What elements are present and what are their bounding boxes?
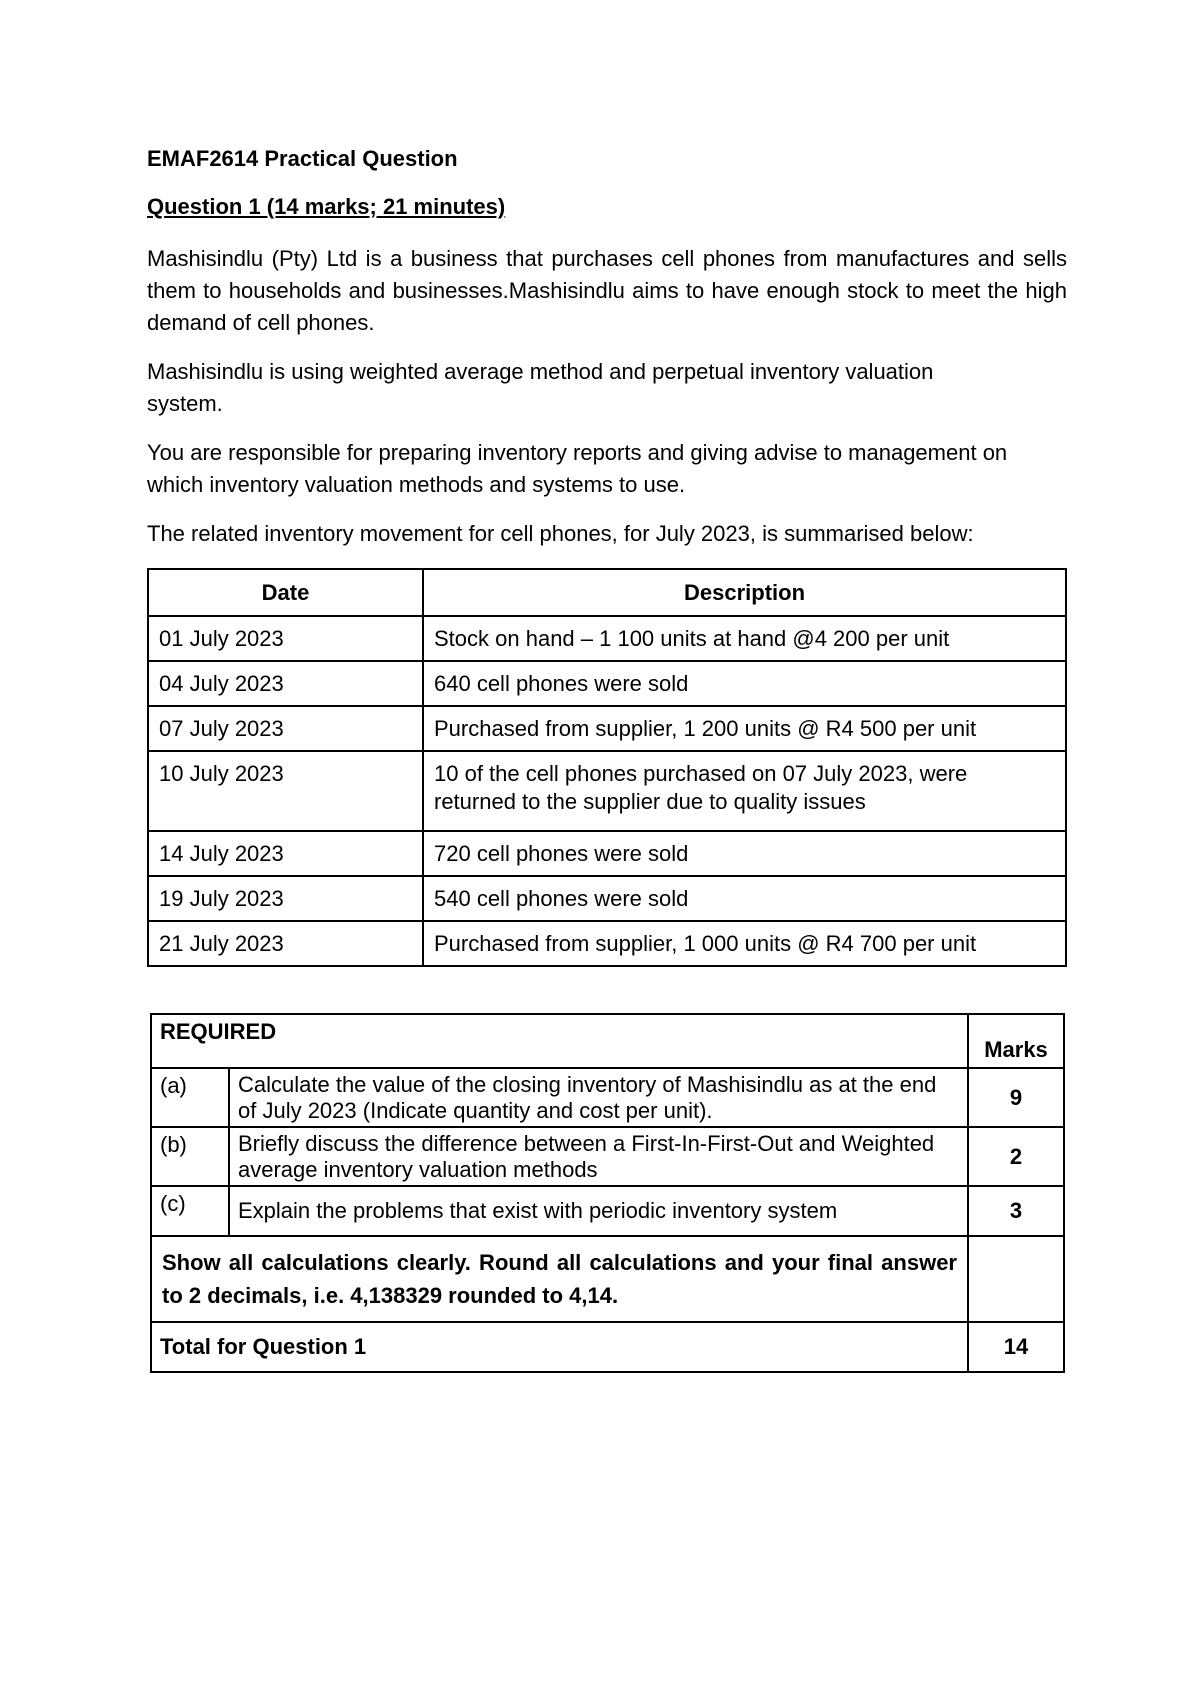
- item-task: Briefly discuss the difference between a First-In-First-Out and Weighted average inventory valuation methods: [229, 1127, 968, 1186]
- required-item-row: [151, 1127, 1064, 1186]
- item-task: Calculate the value of the closing inventory of Mashisindlu as at the end of July 2023 (Indicate quantity and cost per unit).: [229, 1068, 968, 1127]
- description-cell: Stock on hand – 1 100 units at hand @4 200 per unit: [423, 616, 1066, 661]
- intro-paragraph: Mashisindlu (Pty) Ltd is a business that purchases cell phones from manufactures and sells them to households and businesses.Mashisindlu aims to have enough stock to meet the high demand of cell phones.: [147, 246, 1067, 335]
- date-cell: 07 July 2023: [148, 706, 423, 751]
- description-cell: 720 cell phones were sold: [423, 831, 1066, 876]
- date-cell: 10 July 2023: [148, 751, 423, 831]
- date-cell: 19 July 2023: [148, 876, 423, 921]
- description-cell: Purchased from supplier, 1 000 units @ R4 700 per unit: [423, 921, 1066, 966]
- table-row: [148, 616, 1066, 661]
- inventory-movement-table: [147, 568, 1067, 967]
- required-label: REQUIRED: [151, 1014, 968, 1068]
- table-row: [148, 831, 1066, 876]
- table-row: [148, 706, 1066, 751]
- item-marks: 9: [968, 1068, 1064, 1127]
- total-marks: 14: [968, 1322, 1064, 1372]
- total-row: [151, 1322, 1064, 1372]
- item-letter: (c): [151, 1186, 229, 1236]
- required-item-row: [151, 1068, 1064, 1127]
- table-header-row: [148, 569, 1066, 616]
- calculation-instruction: Show all calculations clearly. Round all calculations and your final answer to 2 decimals, i.e. 4,138329 rounded to 4,14.: [151, 1236, 968, 1322]
- method-paragraph: Mashisindlu is using weighted average method and perpetual inventory valuation system.: [147, 359, 934, 416]
- description-cell: 10 of the cell phones purchased on 07 July 2023, were returned to the supplier due to quality issues: [423, 751, 1066, 831]
- description-cell: Purchased from supplier, 1 200 units @ R4 500 per unit: [423, 706, 1066, 751]
- date-cell: 01 July 2023: [148, 616, 423, 661]
- summary-lead-paragraph: The related inventory movement for cell phones, for July 2023, is summarised below:: [147, 521, 974, 546]
- item-task: Explain the problems that exist with periodic inventory system: [229, 1186, 968, 1236]
- date-cell: 14 July 2023: [148, 831, 423, 876]
- item-marks: 3: [968, 1186, 1064, 1236]
- item-marks: 2: [968, 1127, 1064, 1186]
- table-row: [148, 661, 1066, 706]
- document-title: EMAF2614 Practical Question: [147, 146, 458, 171]
- description-cell: 640 cell phones were sold: [423, 661, 1066, 706]
- required-item-row: [151, 1186, 1064, 1236]
- total-label: Total for Question 1: [151, 1322, 968, 1372]
- required-table: [150, 1013, 1065, 1373]
- question-heading: Question 1 (14 marks; 21 minutes): [147, 194, 506, 219]
- table-row: [148, 751, 1066, 831]
- description-cell: 540 cell phones were sold: [423, 876, 1066, 921]
- instruction-row: [151, 1236, 1064, 1322]
- description-column-header: Description: [423, 569, 1066, 616]
- table-row: [148, 876, 1066, 921]
- required-header-row: [151, 1014, 1064, 1068]
- marks-column-header: Marks: [968, 1014, 1064, 1068]
- item-letter: (b): [151, 1127, 229, 1186]
- empty-marks-cell: [968, 1236, 1064, 1322]
- table-row: [148, 921, 1066, 966]
- responsibility-paragraph: You are responsible for preparing inventory reports and giving advise to management on which inventory valuation methods and systems to use.: [147, 440, 1008, 497]
- date-cell: 04 July 2023: [148, 661, 423, 706]
- item-letter: (a): [151, 1068, 229, 1127]
- date-cell: 21 July 2023: [148, 921, 423, 966]
- date-column-header: Date: [148, 569, 423, 616]
